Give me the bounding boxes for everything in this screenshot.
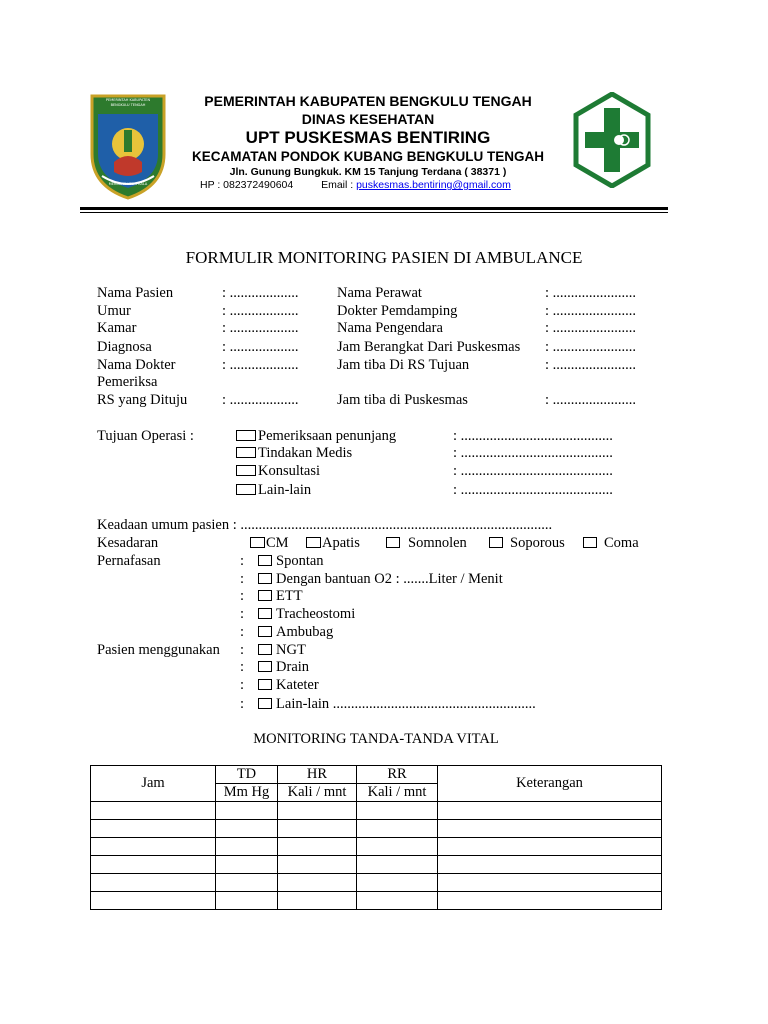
field-nama-dokter-cont: Pemeriksa [97, 374, 158, 390]
option-ambubag[interactable]: : Ambubag [240, 624, 334, 640]
header-institution: UPT PUSKESMAS BENTIRING [245, 128, 491, 147]
input-nama-pasien[interactable]: : ................... [222, 285, 299, 301]
subcol-hr: Kali / mnt [278, 784, 357, 802]
checkbox[interactable] [258, 644, 272, 655]
table-row [91, 856, 662, 874]
table-row [91, 892, 662, 910]
subcol-rr: Kali / mnt [357, 784, 438, 802]
header-divider [80, 207, 668, 210]
input-lain-lain[interactable]: : .......................................... [453, 482, 613, 498]
table-cell[interactable] [278, 802, 357, 820]
input-nama-perawat[interactable]: : ....................... [545, 285, 637, 301]
table-cell[interactable] [438, 892, 662, 910]
checkbox[interactable] [258, 698, 272, 709]
checkbox[interactable] [258, 608, 272, 619]
puskesmas-logo [572, 92, 652, 188]
input-jam-tiba-puskesmas[interactable]: : ....................... [545, 392, 637, 408]
table-cell[interactable] [438, 820, 662, 838]
option-soporous[interactable]: Soporous [489, 534, 565, 552]
checkbox[interactable] [258, 661, 272, 672]
field-nama-pengendara: Nama Pengendara [337, 320, 443, 336]
checkbox[interactable] [258, 555, 272, 566]
pernafasan-label: Pernafasan [97, 553, 161, 569]
field-nama-perawat: Nama Perawat [337, 285, 422, 301]
kesadaran-label: Kesadaran [97, 535, 159, 551]
field-jam-tiba-puskesmas: Jam tiba di Puskesmas [337, 392, 468, 408]
checkbox[interactable] [489, 537, 503, 548]
table-row [91, 874, 662, 892]
phone-number: HP : 082372490604 [200, 179, 294, 191]
input-jam-tiba-rs[interactable]: : ....................... [545, 357, 637, 373]
col-keterangan: Keterangan [438, 766, 662, 802]
table-cell[interactable] [278, 874, 357, 892]
option-kateter[interactable]: : Kateter [240, 677, 319, 693]
col-hr: HR [278, 766, 357, 784]
table-cell[interactable] [357, 838, 438, 856]
table-cell[interactable] [438, 856, 662, 874]
email-link[interactable]: puskesmas.bentiring@gmail.com [356, 179, 511, 191]
keadaan-umum-field[interactable]: Keadaan umum pasien : ...................................................................................... [97, 517, 553, 533]
table-cell[interactable] [438, 838, 662, 856]
vital-signs-table [90, 765, 662, 910]
header-agency: DINAS KESEHATAN [301, 111, 435, 127]
field-nama-pasien: Nama Pasien [97, 285, 174, 301]
checkbox[interactable] [258, 590, 272, 601]
checkbox[interactable] [386, 537, 400, 548]
checkbox[interactable] [258, 679, 272, 690]
email-label: Email : [321, 179, 354, 191]
table-cell[interactable] [91, 874, 216, 892]
table-cell[interactable] [91, 802, 216, 820]
input-nama-pengendara[interactable]: : ....................... [545, 320, 637, 336]
header-divider-thin [80, 212, 668, 213]
form-title: FORMULIR MONITORING PASIEN DI AMBULANCE [185, 248, 583, 267]
input-tindakan-medis[interactable]: : .......................................... [453, 445, 613, 461]
col-rr: RR [357, 766, 438, 784]
field-rs-dituju: RS yang Dituju [97, 392, 188, 408]
table-cell[interactable] [91, 892, 216, 910]
subcol-td: Mm Hg [216, 784, 278, 802]
vital-signs-title: MONITORING TANDA-TANDA VITAL [253, 731, 499, 747]
table-cell[interactable] [91, 820, 216, 838]
table-row [91, 838, 662, 856]
option-pemeriksaan-penunjang[interactable]: Pemeriksaan penunjang [236, 427, 396, 445]
field-dokter-pendamping: Dokter Pemdamping [337, 303, 458, 319]
table-cell[interactable] [278, 838, 357, 856]
header-address: Jln. Gunung Bungkuk. KM 15 Tanjung Terdana ( 38371 ) [229, 166, 507, 178]
option-tracheostomi[interactable]: : Tracheostomi [240, 606, 356, 622]
input-dokter-pendamping[interactable]: : ....................... [545, 303, 637, 319]
checkbox[interactable] [236, 447, 256, 458]
regency-crest-logo [88, 92, 168, 200]
table-cell[interactable] [278, 892, 357, 910]
option-apatis[interactable]: Apatis [306, 534, 360, 552]
pasien-menggunakan-label: Pasien menggunakan [97, 642, 220, 658]
col-td: TD [216, 766, 278, 784]
field-diagnosa: Diagnosa [97, 339, 152, 355]
input-umur[interactable]: : ................... [222, 303, 299, 319]
table-cell[interactable] [216, 820, 278, 838]
table-cell[interactable] [357, 856, 438, 874]
tujuan-operasi-label: Tujuan Operasi : [97, 428, 194, 444]
checkbox[interactable] [306, 537, 321, 548]
option-spontan[interactable]: : Spontan [240, 553, 324, 569]
field-umur: Umur [97, 303, 131, 319]
crest-bottom-text: MERIDIAN KESTI KALA [108, 182, 148, 186]
table-cell[interactable] [91, 838, 216, 856]
option-ett[interactable]: : ETT [240, 588, 303, 604]
field-nama-dokter: Nama Dokter [97, 357, 176, 373]
table-cell[interactable] [278, 820, 357, 838]
field-jam-berangkat: Jam Berangkat Dari Puskesmas [337, 339, 521, 355]
table-cell[interactable] [357, 874, 438, 892]
input-nama-dokter[interactable]: : ................... [222, 357, 299, 373]
table-cell[interactable] [216, 802, 278, 820]
option-somnolen[interactable]: Somnolen [386, 534, 467, 552]
input-rs-dituju[interactable]: : ................... [222, 392, 299, 408]
table-cell[interactable] [216, 874, 278, 892]
option-lain-lain[interactable]: Lain-lain [236, 481, 311, 499]
checkbox[interactable] [583, 537, 597, 548]
checkbox[interactable] [258, 573, 272, 584]
crest-top-text: PEMERINTAH KABUPATEN BENGKULU TENGAH [105, 98, 151, 107]
checkbox[interactable] [258, 626, 272, 637]
table-cell[interactable] [438, 874, 662, 892]
table-cell[interactable] [216, 892, 278, 910]
table-cell[interactable] [357, 892, 438, 910]
checkbox[interactable] [236, 465, 256, 476]
input-kamar[interactable]: : ................... [222, 320, 299, 336]
table-cell[interactable] [216, 838, 278, 856]
input-jam-berangkat[interactable]: : ....................... [545, 339, 637, 355]
checkbox[interactable] [250, 537, 265, 548]
option-pasien-lain-lain[interactable]: : Lain-lain ........................................................ [240, 696, 536, 712]
field-kamar: Kamar [97, 320, 137, 336]
table-row [91, 820, 662, 838]
table-cell[interactable] [216, 856, 278, 874]
option-drain[interactable]: : Drain [240, 659, 310, 675]
table-cell[interactable] [357, 802, 438, 820]
field-jam-tiba-rs: Jam tiba Di RS Tujuan [337, 357, 470, 373]
table-cell[interactable] [278, 856, 357, 874]
checkbox[interactable] [236, 484, 256, 495]
option-cm[interactable]: CM [250, 534, 289, 552]
header-government: PEMERINTAH KABUPATEN BENGKULU TENGAH [204, 93, 532, 109]
option-konsultasi[interactable]: Konsultasi [236, 462, 320, 480]
option-ngt[interactable]: : NGT [240, 642, 306, 658]
table-cell[interactable] [357, 820, 438, 838]
input-diagnosa[interactable]: : ................... [222, 339, 299, 355]
option-bantuan-o2[interactable]: : Dengan bantuan O2 : .......Liter / Menit [240, 571, 503, 587]
input-konsultasi[interactable]: : .......................................... [453, 463, 613, 479]
table-cell[interactable] [91, 856, 216, 874]
header-district: KECAMATAN PONDOK KUBANG BENGKULU TENGAH [192, 149, 544, 164]
table-cell[interactable] [438, 802, 662, 820]
col-jam: Jam [91, 766, 216, 802]
table-row [91, 802, 662, 820]
checkbox[interactable] [236, 430, 256, 441]
header-contact [200, 179, 511, 191]
input-pemeriksaan-penunjang[interactable]: : .......................................... [453, 428, 613, 444]
option-tindakan-medis[interactable]: Tindakan Medis [236, 444, 352, 462]
option-coma[interactable]: Coma [583, 534, 639, 552]
